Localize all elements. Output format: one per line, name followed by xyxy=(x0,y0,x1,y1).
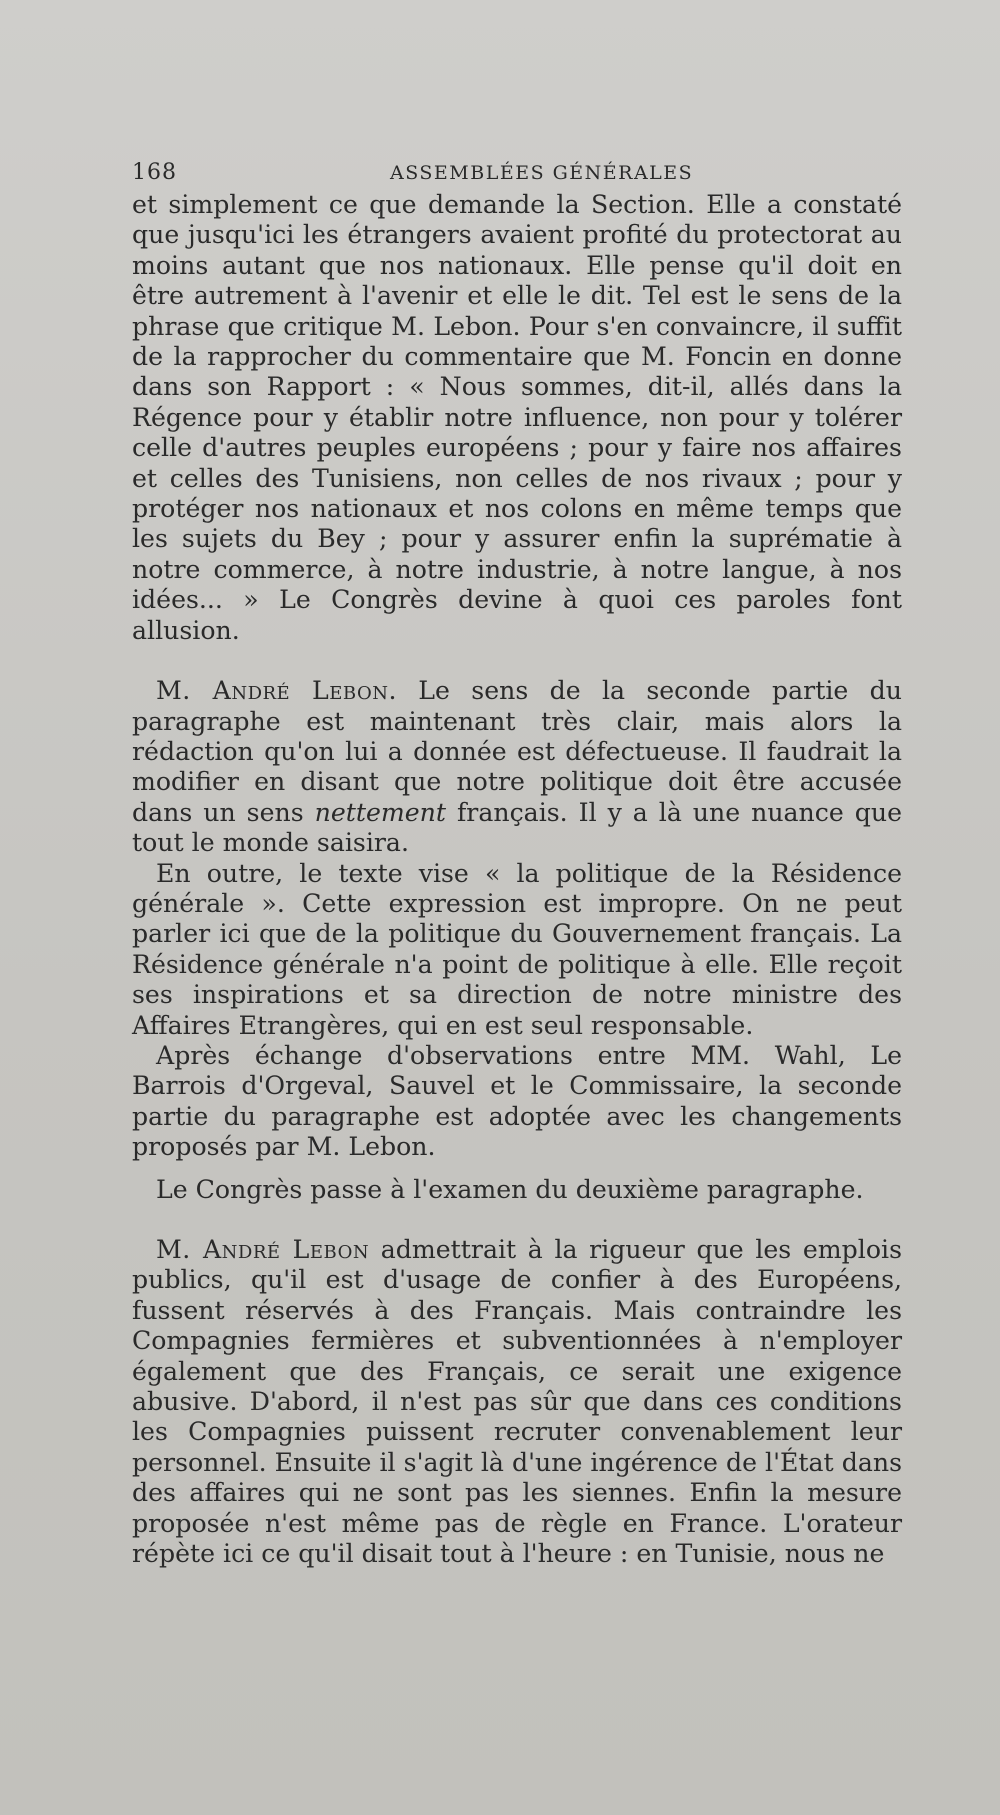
paragraph-3-text: En outre, le texte vise « la politique de la Résidence générale ». Cette expression est impropre. On ne peut parler ici que de la politique du Gouvernement français. La Résidence générale n'a point de politique à elle. Elle reçoit ses inspirations et sa direction de notre ministre des Affaires Etrangères, qui en est seul responsable. xyxy=(132,858,902,1040)
page-text-block xyxy=(132,160,902,1569)
paragraph-2-text-before: Le sens de la seconde partie du paragraphe est maintenant très clair, mais alors la rédaction qu'on lui a donnée est défectueuse. Il faudrait la modifier en disant que notre politique doit être accusée dans un sens xyxy=(132,676,902,827)
running-head xyxy=(132,160,902,190)
page-number: 168 xyxy=(132,160,177,185)
running-title: ASSEMBLÉES GÉNÉRALES xyxy=(390,162,694,184)
paragraph-2 xyxy=(132,676,902,858)
paragraph-6-text: admettrait à la rigueur que les emplois publics, qu'il est d'usage de confier à des Européens, fussent réservés à des Français. Mais contraindre les Compagnies fermières et subventionnées à n'employer également que des Français, ce serait une exigence abusive. D'abord, il n'est pas sûr que dans ces conditions les Compagnies puissent recruter convenablement leur personnel. Ensuite il s'agit là d'une ingérence de l'État dans des affaires qui ne sont pas les siennes. Enfin la mesure proposée n'est même pas de règle en France. L'orateur répète ici ce qu'il disait tout à l'heure : en Tunisie, nous ne xyxy=(132,1235,902,1569)
paragraph-4-text: Après échange d'observations entre MM. Wahl, Le Barrois d'Orgeval, Sauvel et le Commissaire, la seconde partie du paragraphe est adoptée avec les changements proposés par M. Lebon. xyxy=(132,1040,902,1162)
paragraph-5 xyxy=(132,1175,902,1205)
paragraph-3 xyxy=(132,859,902,1041)
paragraph-1-text: et simplement ce que demande la Section. Elle a constaté que jusqu'ici les étrangers avaient profité du protectorat au moins autant que nos nationaux. Elle pense qu'il doit en être autrement à l'avenir et elle le dit. Tel est le sens de la phrase que critique M. Lebon. Pour s'en convaincre, il suffit de la rapprocher du commentaire que M. Foncin en donne dans son Rapport : « Nous sommes, dit-il, allés dans la Régence pour y établir notre influence, non pour y tolérer celle d'autres peuples européens ; pour y faire nos affaires et celles des Tunisiens, non celles de nos rivaux ; pour y protéger nos nationaux et nos colons en même temps que les sujets du Bey ; pour y assurer enfin la suprématie à notre commerce, à notre industrie, à notre langue, à nos idées... » Le Congrès devine à quoi ces paroles font allusion. xyxy=(132,190,902,645)
paragraph-6 xyxy=(132,1235,902,1569)
paragraph-1 xyxy=(132,190,902,646)
paragraph-2-italic: nettement xyxy=(314,797,447,827)
paragraph-4 xyxy=(132,1041,902,1163)
speaker-name: M. André Lebon. xyxy=(156,676,397,706)
speaker-name: M. André Lebon xyxy=(156,1235,370,1264)
paragraph-2-text-after: français. Il y a là une nuance que tout le monde saisira. xyxy=(132,797,902,858)
paragraph-5-text: Le Congrès passe à l'examen du deuxième paragraphe. xyxy=(156,1174,864,1204)
